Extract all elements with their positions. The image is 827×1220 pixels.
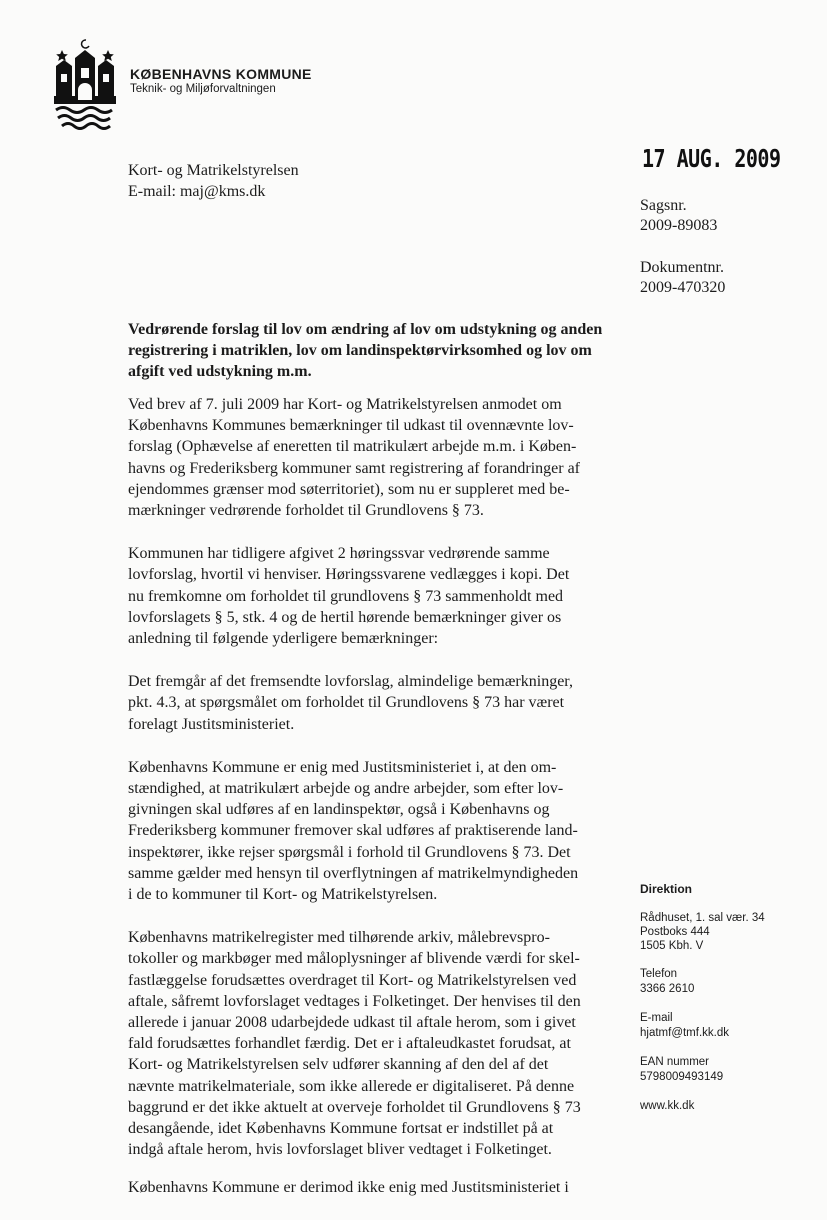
recipient-name: Kort- og Matrikelstyrelsen [128,162,299,179]
document-number-label: Dokumentnr. [640,259,724,276]
received-date-stamp: 17 AUG. 2009 [642,143,781,173]
recipient-email: E-mail: maj@kms.dk [128,183,266,200]
copenhagen-coat-of-arms-logo [48,36,122,136]
letter-subject: Vedrørende forslag til lov om ændring af lov om udstykning og anden registrering i matriklen, lov om landinspektørvirksomhed og lov om afgift ved udstykning m.m. [128,321,603,380]
case-number-label: Sagsnr. [640,197,687,214]
ean-number: 5798009493149 [640,1071,724,1083]
phone-number: 3366 2610 [640,983,695,995]
address-line: Postboks 444 [640,926,710,938]
ean-label: EAN nummer [640,1056,710,1068]
body-paragraph: Ved brev af 7. juli 2009 har Kort- og Matrikelstyrelsen anmodet om Københavns Kommunes bemærkninger til udkast til ovennævnte lov- forslag (Ophævelse af eneretten til matrikulært arbejde m.m. i Køben- havns og Frederiksberg kommuner samt registrering af forandringer af ejendommes grænser mod søterritoriet), som nu er suppleret med be- mærkninger vedrørende forholdet til Grundlovens § 73. [128,396,581,520]
letter-body [128,394,606,1220]
body-paragraph: Københavns Kommune er derimod ikke enig med Justitsministeriet i [128,1178,569,1196]
email-address: hjatmf@tmf.kk.dk [640,1027,729,1039]
body-paragraph: Københavns matrikelregister med tilhørende arkiv, målebrevspro- tokoller og markbøger med måloplysninger af blivende værdi for skel- fastlæggelse forudsættes overdraget til Kort- og Matrikelstyrelsen ved aftale, såfremt lovforslaget vedtages i Folketinget. Der henvises til den allerede i januar 2008 udarbejdede udkast til aftale herom, som i givet fald forudsættes forhandlet færdig. Det er i aftaleudkastet forudsat, at Kort- og Matrikelstyrelsen selv udfører skanning af den del af det nævnte matrikelmateriale, som ikke allerede er digitaliseret. På denne baggrund er det ikke aktuelt at overveje forholdet til Grundlovens § 73 desangående, idet Københavns Kommune fortsat er indstillet på at indgå aftale herom, hvis lovforslaget bliver vedtaget i Folketinget. [128,929,581,1159]
address-line: Rådhuset, 1. sal vær. 34 [640,912,765,924]
address-line: 1505 Kbh. V [640,940,704,952]
recipient-block [128,160,299,202]
case-number: 2009-89083 [640,217,718,234]
contact-sidebar [640,882,765,1114]
body-paragraph: Københavns Kommune er enig med Justitsministeriet i, at den om- stændighed, at matrikulært arbejde og andre arbejder, som efter lov- givningen skal udføres af en landinspektør, også i Københavns og Frederiksberg kommuner fremover skal udføres af praktiserende land- inspektører, ikke rejser spørgsmål i forhold til Grundlovens § 73. Det samme gælder med hensyn til overflytningen af matrikelmyndigheden i de to kommuner til Kort- og Matrikelstyrelsen. [128,758,579,904]
address-block [640,911,765,953]
body-paragraph: Det fremgår af det fremsendte lovforslag, almindelige bemærkninger, pkt. 4.3, at spørgsmålet om forholdet til Grundlovens § 73 har været forelagt Justitsministeriet. [128,673,573,733]
organization-header [130,66,312,95]
website-link[interactable]: www.kk.dk [640,1100,695,1112]
phone-label: Telefon [640,968,678,980]
reference-block [640,196,725,298]
ean-block [640,1055,765,1085]
sidebar-heading: Direktion [640,882,693,896]
phone-block [640,967,765,997]
organization-name: KØBENHAVNS KOMMUNE [130,66,312,82]
document-number: 2009-470320 [640,279,726,296]
email-block [640,1011,765,1041]
email-label: E-mail [640,1012,673,1024]
body-paragraph: Kommunen har tidligere afgivet 2 høringssvar vedrørende samme lovforslag, hvortil vi henviser. Høringssvarene vedlægges i kopi. Det nu fremkomne om forholdet til grundlovens § 73 sammenholdt med lovforslagets § 5, stk. 4 og de hertil hørende bemærkninger giver os anledning til følgende yderligere bemærkninger: [128,545,570,648]
department-name: Teknik- og Miljøforvaltningen [130,83,276,95]
